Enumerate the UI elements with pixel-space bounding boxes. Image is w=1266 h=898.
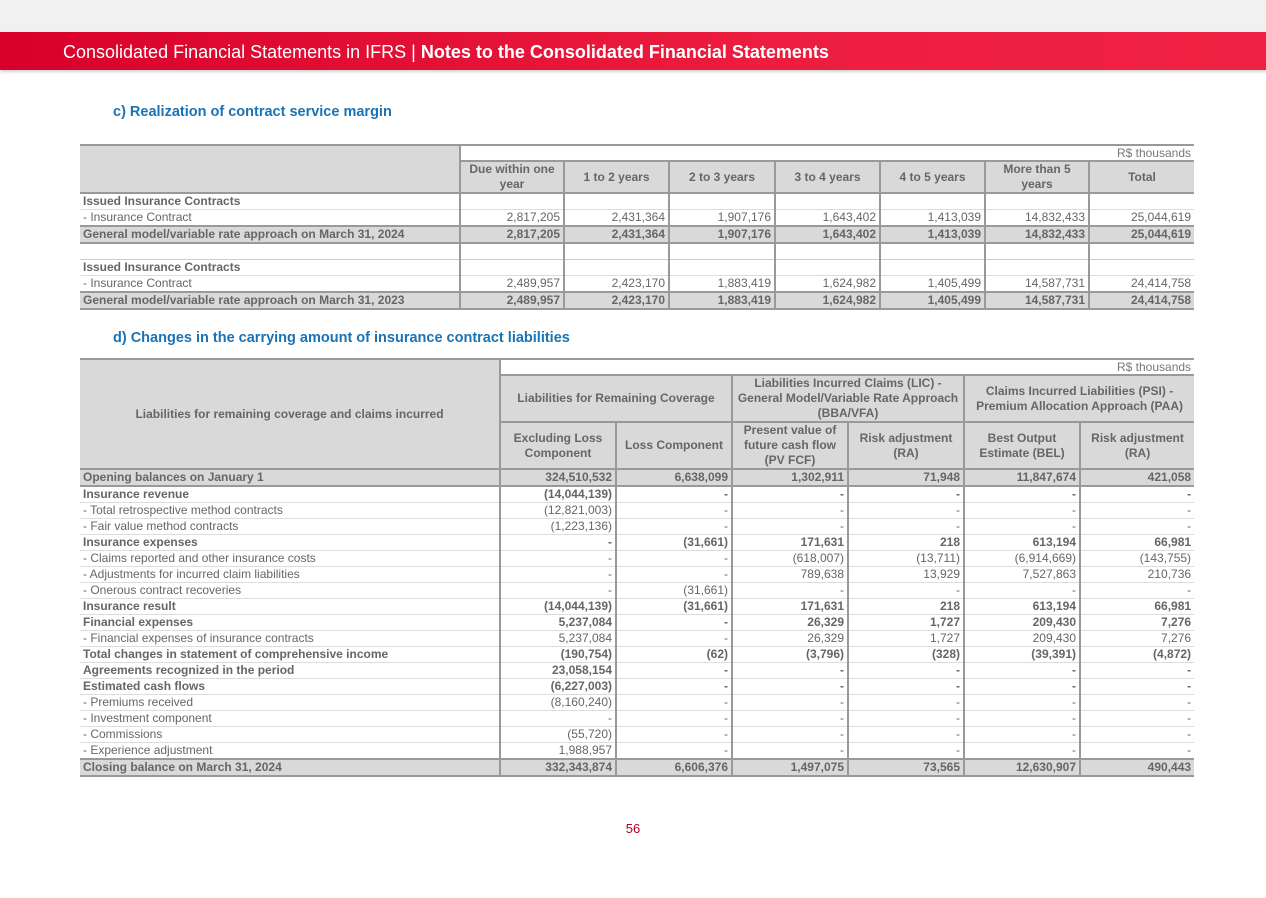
- table-row: [80, 535, 1194, 551]
- value-cell: 171,631: [732, 535, 848, 551]
- row-label: Total changes in statement of comprehensive income: [80, 647, 500, 663]
- column-header: Excluding Loss Component: [500, 422, 616, 469]
- value-cell: -: [964, 519, 1080, 535]
- value-cell: (618,007): [732, 551, 848, 567]
- value-cell: 1,907,176: [669, 226, 775, 243]
- row-label: - Total retrospective method contracts: [80, 503, 500, 519]
- value-cell: 2,431,364: [564, 226, 669, 243]
- value-cell: [564, 243, 669, 260]
- value-cell: (31,661): [616, 535, 732, 551]
- value-cell: [1089, 193, 1194, 210]
- value-cell: -: [616, 695, 732, 711]
- value-cell: 789,638: [732, 567, 848, 583]
- value-cell: [985, 243, 1089, 260]
- value-cell: -: [1080, 663, 1194, 679]
- value-cell: -: [964, 583, 1080, 599]
- row-label: Issued Insurance Contracts: [80, 193, 460, 210]
- value-cell: (190,754): [500, 647, 616, 663]
- value-cell: -: [848, 503, 964, 519]
- group-header: Claims Incurred Liabilities (PSI) - Premium Allocation Approach (PAA): [964, 375, 1194, 422]
- table-row: [80, 503, 1194, 519]
- value-cell: 25,044,619: [1089, 210, 1194, 227]
- value-cell: 210,736: [1080, 567, 1194, 583]
- table-row: [80, 615, 1194, 631]
- value-cell: 1,643,402: [775, 226, 880, 243]
- value-cell: 2,423,170: [564, 292, 669, 309]
- value-cell: 13,929: [848, 567, 964, 583]
- value-cell: -: [964, 486, 1080, 503]
- value-cell: -: [848, 679, 964, 695]
- total-row: [80, 226, 1194, 243]
- value-cell: 14,587,731: [985, 292, 1089, 309]
- value-cell: -: [616, 567, 732, 583]
- table-row: [80, 567, 1194, 583]
- value-cell: (14,044,139): [500, 599, 616, 615]
- row-label: - Experience adjustment: [80, 743, 500, 760]
- value-cell: -: [964, 711, 1080, 727]
- row-label: - Financial expenses of insurance contracts: [80, 631, 500, 647]
- value-cell: -: [732, 486, 848, 503]
- table-row: [80, 679, 1194, 695]
- value-cell: (14,044,139): [500, 486, 616, 503]
- value-cell: -: [616, 727, 732, 743]
- value-cell: -: [616, 486, 732, 503]
- row-label: Estimated cash flows: [80, 679, 500, 695]
- value-cell: 1,907,176: [669, 210, 775, 227]
- value-cell: 14,832,433: [985, 210, 1089, 227]
- value-cell: 1,883,419: [669, 292, 775, 309]
- table-row: [80, 486, 1194, 503]
- value-cell: -: [616, 519, 732, 535]
- value-cell: -: [1080, 503, 1194, 519]
- value-cell: (31,661): [616, 583, 732, 599]
- value-cell: (13,711): [848, 551, 964, 567]
- row-label: Insurance result: [80, 599, 500, 615]
- header-title: Consolidated Financial Statements in IFRS | Notes to the Consolidated Financial Statements: [63, 42, 829, 62]
- value-cell: -: [964, 503, 1080, 519]
- table-row: [80, 743, 1194, 760]
- insurance-liabilities-table: [80, 358, 1194, 777]
- row-label: Closing balance on March 31, 2024: [80, 759, 500, 776]
- table-row: [80, 276, 1194, 293]
- value-cell: 171,631: [732, 599, 848, 615]
- value-cell: [985, 260, 1089, 276]
- value-cell: (39,391): [964, 647, 1080, 663]
- value-cell: -: [848, 583, 964, 599]
- value-cell: 2,431,364: [564, 210, 669, 227]
- value-cell: -: [616, 743, 732, 760]
- value-cell: 613,194: [964, 599, 1080, 615]
- value-cell: 2,817,205: [460, 226, 564, 243]
- header-bar: [0, 32, 1266, 70]
- value-cell: [460, 260, 564, 276]
- value-cell: -: [964, 743, 1080, 760]
- value-cell: -: [848, 727, 964, 743]
- value-cell: 11,847,674: [964, 469, 1080, 486]
- value-cell: 218: [848, 599, 964, 615]
- value-cell: 14,587,731: [985, 276, 1089, 293]
- value-cell: 1,497,075: [732, 759, 848, 776]
- value-cell: -: [848, 743, 964, 760]
- value-cell: 218: [848, 535, 964, 551]
- value-cell: 2,489,957: [460, 292, 564, 309]
- column-header: More than 5 years: [985, 161, 1089, 193]
- row-label: - Claims reported and other insurance costs: [80, 551, 500, 567]
- unit-label: R$ thousands: [500, 359, 1194, 375]
- column-header: 1 to 2 years: [564, 161, 669, 193]
- table-row: [80, 210, 1194, 227]
- value-cell: 25,044,619: [1089, 226, 1194, 243]
- value-cell: 1,643,402: [775, 210, 880, 227]
- value-cell: -: [964, 695, 1080, 711]
- value-cell: -: [616, 551, 732, 567]
- column-header: Best Output Estimate (BEL): [964, 422, 1080, 469]
- section-c-title: c) Realization of contract service margin: [113, 104, 392, 120]
- row-label: - Insurance Contract: [80, 276, 460, 293]
- row-label: Agreements recognized in the period: [80, 663, 500, 679]
- value-cell: -: [732, 695, 848, 711]
- value-cell: 26,329: [732, 615, 848, 631]
- row-label: - Commissions: [80, 727, 500, 743]
- value-cell: 1,883,419: [669, 276, 775, 293]
- table-row: [80, 260, 1194, 276]
- value-cell: -: [732, 583, 848, 599]
- value-cell: -: [616, 631, 732, 647]
- value-cell: -: [1080, 711, 1194, 727]
- value-cell: -: [732, 727, 848, 743]
- value-cell: 2,489,957: [460, 276, 564, 293]
- value-cell: -: [732, 711, 848, 727]
- column-header: Present value of future cash flow (PV FCF): [732, 422, 848, 469]
- row-label: [80, 243, 460, 260]
- value-cell: [669, 193, 775, 210]
- table-row: [80, 551, 1194, 567]
- column-header: 3 to 4 years: [775, 161, 880, 193]
- value-cell: -: [1080, 519, 1194, 535]
- value-cell: 5,237,084: [500, 615, 616, 631]
- value-cell: (1,223,136): [500, 519, 616, 535]
- value-cell: 2,423,170: [564, 276, 669, 293]
- row-label: General model/variable rate approach on March 31, 2023: [80, 292, 460, 309]
- value-cell: -: [1080, 695, 1194, 711]
- table-row: [80, 599, 1194, 615]
- column-header: Due within one year: [460, 161, 564, 193]
- value-cell: 24,414,758: [1089, 292, 1194, 309]
- value-cell: [564, 260, 669, 276]
- value-cell: 209,430: [964, 615, 1080, 631]
- value-cell: [775, 260, 880, 276]
- value-cell: [564, 193, 669, 210]
- value-cell: -: [500, 711, 616, 727]
- value-cell: 66,981: [1080, 535, 1194, 551]
- value-cell: (6,227,003): [500, 679, 616, 695]
- value-cell: (8,160,240): [500, 695, 616, 711]
- value-cell: -: [500, 535, 616, 551]
- value-cell: 324,510,532: [500, 469, 616, 486]
- total-row: [80, 469, 1194, 486]
- column-header: Total: [1089, 161, 1194, 193]
- value-cell: 1,413,039: [880, 226, 985, 243]
- value-cell: [669, 260, 775, 276]
- value-cell: 1,988,957: [500, 743, 616, 760]
- value-cell: [775, 243, 880, 260]
- value-cell: 1,624,982: [775, 292, 880, 309]
- value-cell: -: [616, 503, 732, 519]
- column-header: 4 to 5 years: [880, 161, 985, 193]
- value-cell: -: [964, 727, 1080, 743]
- value-cell: -: [1080, 743, 1194, 760]
- value-cell: (55,720): [500, 727, 616, 743]
- column-header: Risk adjustment (RA): [848, 422, 964, 469]
- table-row: [80, 663, 1194, 679]
- value-cell: 26,329: [732, 631, 848, 647]
- value-cell: 7,276: [1080, 615, 1194, 631]
- value-cell: 1,302,911: [732, 469, 848, 486]
- value-cell: (143,755): [1080, 551, 1194, 567]
- value-cell: -: [732, 519, 848, 535]
- value-cell: 23,058,154: [500, 663, 616, 679]
- value-cell: 12,630,907: [964, 759, 1080, 776]
- value-cell: -: [964, 679, 1080, 695]
- row-label: Insurance expenses: [80, 535, 500, 551]
- value-cell: 6,638,099: [616, 469, 732, 486]
- unit-label: R$ thousands: [460, 145, 1194, 161]
- contract-service-margin-table: [80, 144, 1194, 310]
- value-cell: -: [1080, 583, 1194, 599]
- value-cell: [880, 243, 985, 260]
- value-cell: 1,405,499: [880, 292, 985, 309]
- value-cell: [460, 193, 564, 210]
- value-cell: 14,832,433: [985, 226, 1089, 243]
- value-cell: 613,194: [964, 535, 1080, 551]
- value-cell: -: [732, 679, 848, 695]
- value-cell: -: [1080, 679, 1194, 695]
- value-cell: -: [732, 663, 848, 679]
- value-cell: 421,058: [1080, 469, 1194, 486]
- value-cell: 6,606,376: [616, 759, 732, 776]
- value-cell: -: [848, 663, 964, 679]
- row-label: Issued Insurance Contracts: [80, 260, 460, 276]
- value-cell: 7,527,863: [964, 567, 1080, 583]
- group-header: Liabilities for Remaining Coverage: [500, 375, 732, 422]
- row-label: General model/variable rate approach on March 31, 2024: [80, 226, 460, 243]
- value-cell: [880, 193, 985, 210]
- value-cell: (3,796): [732, 647, 848, 663]
- value-cell: 490,443: [1080, 759, 1194, 776]
- value-cell: 24,414,758: [1089, 276, 1194, 293]
- value-cell: -: [616, 711, 732, 727]
- row-header-cell: [80, 145, 460, 193]
- table-row: [80, 711, 1194, 727]
- value-cell: 73,565: [848, 759, 964, 776]
- table-row: [80, 695, 1194, 711]
- value-cell: 1,624,982: [775, 276, 880, 293]
- table-row: [80, 647, 1194, 663]
- value-cell: [985, 193, 1089, 210]
- row-label: Opening balances on January 1: [80, 469, 500, 486]
- value-cell: -: [964, 663, 1080, 679]
- row-label: - Premiums received: [80, 695, 500, 711]
- value-cell: -: [848, 519, 964, 535]
- value-cell: -: [616, 615, 732, 631]
- value-cell: 1,405,499: [880, 276, 985, 293]
- value-cell: [1089, 243, 1194, 260]
- value-cell: -: [500, 567, 616, 583]
- value-cell: -: [500, 551, 616, 567]
- table-row: [80, 193, 1194, 210]
- value-cell: 332,343,874: [500, 759, 616, 776]
- value-cell: [669, 243, 775, 260]
- value-cell: -: [848, 711, 964, 727]
- table-row: [80, 519, 1194, 535]
- table-row: [80, 243, 1194, 260]
- column-header: Risk adjustment (RA): [1080, 422, 1194, 469]
- value-cell: [775, 193, 880, 210]
- value-cell: 2,817,205: [460, 210, 564, 227]
- value-cell: -: [732, 743, 848, 760]
- value-cell: -: [848, 695, 964, 711]
- value-cell: (12,821,003): [500, 503, 616, 519]
- row-header-label: Liabilities for remaining coverage and claims incurred: [80, 359, 500, 469]
- value-cell: (31,661): [616, 599, 732, 615]
- value-cell: (62): [616, 647, 732, 663]
- value-cell: -: [732, 503, 848, 519]
- value-cell: (328): [848, 647, 964, 663]
- value-cell: -: [500, 583, 616, 599]
- column-header: Loss Component: [616, 422, 732, 469]
- value-cell: 209,430: [964, 631, 1080, 647]
- total-row: [80, 292, 1194, 309]
- row-label: - Fair value method contracts: [80, 519, 500, 535]
- value-cell: 66,981: [1080, 599, 1194, 615]
- value-cell: (4,872): [1080, 647, 1194, 663]
- value-cell: -: [848, 486, 964, 503]
- row-label: - Insurance Contract: [80, 210, 460, 227]
- value-cell: [880, 260, 985, 276]
- value-cell: 1,727: [848, 631, 964, 647]
- table-row: [80, 583, 1194, 599]
- top-band: [0, 0, 1266, 32]
- value-cell: -: [1080, 486, 1194, 503]
- page-number: 56: [625, 821, 641, 836]
- section-d-title: d) Changes in the carrying amount of insurance contract liabilities: [113, 330, 570, 346]
- row-label: Insurance revenue: [80, 486, 500, 503]
- table-row: [80, 631, 1194, 647]
- value-cell: 1,727: [848, 615, 964, 631]
- row-label: - Adjustments for incurred claim liabilities: [80, 567, 500, 583]
- value-cell: [1089, 260, 1194, 276]
- value-cell: 7,276: [1080, 631, 1194, 647]
- value-cell: -: [616, 663, 732, 679]
- column-header: 2 to 3 years: [669, 161, 775, 193]
- row-label: - Investment component: [80, 711, 500, 727]
- total-row: [80, 759, 1194, 776]
- table-row: [80, 727, 1194, 743]
- value-cell: 71,948: [848, 469, 964, 486]
- row-label: Financial expenses: [80, 615, 500, 631]
- value-cell: [460, 243, 564, 260]
- value-cell: 1,413,039: [880, 210, 985, 227]
- value-cell: (6,914,669): [964, 551, 1080, 567]
- value-cell: -: [616, 679, 732, 695]
- value-cell: 5,237,084: [500, 631, 616, 647]
- group-header: Liabilities Incurred Claims (LIC) - General Model/Variable Rate Approach (BBA/VFA): [732, 375, 964, 422]
- value-cell: -: [1080, 727, 1194, 743]
- row-label: - Onerous contract recoveries: [80, 583, 500, 599]
